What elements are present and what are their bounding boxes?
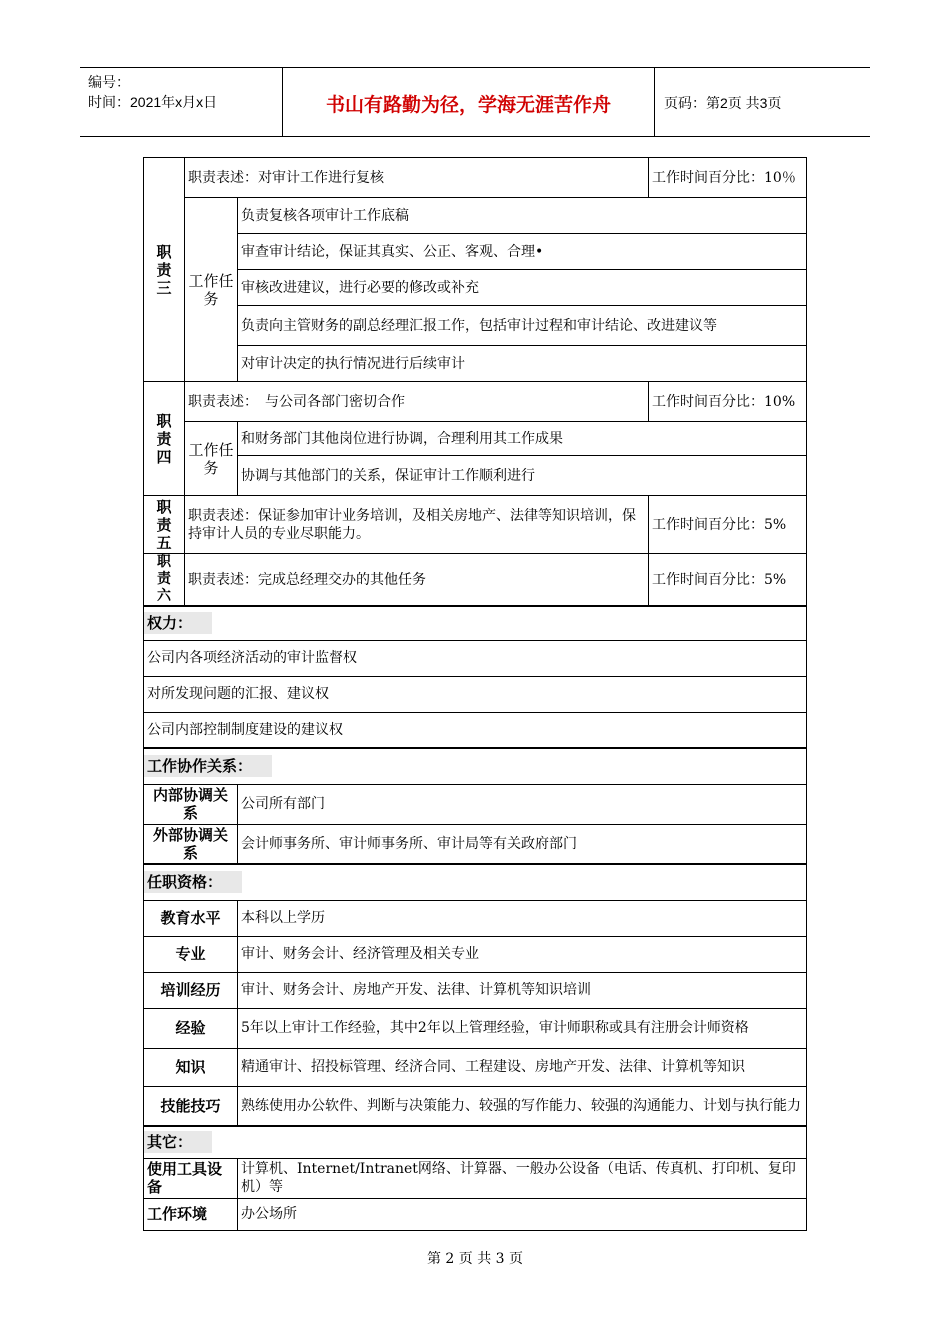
duty4-label: 职 责 四 xyxy=(144,382,185,496)
page-header xyxy=(80,67,870,137)
duty6-time-percent: 工作时间百分比：5% xyxy=(649,554,807,607)
authority-section-header xyxy=(144,606,807,640)
qualification-label: 经验 xyxy=(144,1008,238,1048)
authority-title: 权力： xyxy=(144,612,212,634)
other-section-header xyxy=(144,1126,807,1158)
environment-value: 办公场所 xyxy=(238,1198,807,1230)
qualification-value: 精通审计、招投标管理、经济合同、工程建设、房地产开发、法律、计算机等知识 xyxy=(238,1048,807,1086)
duty4-time-percent: 工作时间百分比：10% xyxy=(649,382,807,422)
duty4-task-label: 工作任务 xyxy=(185,422,238,496)
external-coordination-label: 外部协调关系 xyxy=(144,824,238,864)
qualification-value: 审计、财务会计、房地产开发、法律、计算机等知识培训 xyxy=(238,972,807,1008)
duty3-task-label: 工作任务 xyxy=(185,198,238,382)
cooperation-title: 工作协作关系： xyxy=(144,755,272,777)
duty6-label: 职 责 六 xyxy=(144,554,185,607)
qualification-value: 审计、财务会计、经济管理及相关专业 xyxy=(238,936,807,972)
duty6-description: 职责表述：完成总经理交办的其他任务 xyxy=(185,554,649,607)
authority-item: 公司内部控制制度建设的建议权 xyxy=(144,712,807,748)
qualification-section-header xyxy=(144,864,807,900)
authority-item: 公司内各项经济活动的审计监督权 xyxy=(144,640,807,676)
header-motto: 书山有路勤为径，学海无涯苦作舟 xyxy=(325,94,611,116)
qualification-value: 5年以上审计工作经验，其中2年以上管理经验，审计师职称或具有注册会计师资格 xyxy=(238,1008,807,1048)
internal-coordination-label: 内部协调关系 xyxy=(144,784,238,824)
duty5-label: 职 责 五 xyxy=(144,496,185,554)
duty5-time-percent: 工作时间百分比：5% xyxy=(649,496,807,554)
duty4-task-item: 协调与其他部门的关系，保证审计工作顺利进行 xyxy=(238,456,807,496)
external-coordination-value: 会计师事务所、审计师事务所、审计局等有关政府部门 xyxy=(238,824,807,864)
duty3-task-item: 负责复核各项审计工作底稿 xyxy=(238,198,807,234)
job-description-table xyxy=(143,157,807,1231)
qualification-label: 教育水平 xyxy=(144,900,238,936)
duty3-task-item: 负责向主管财务的副总经理汇报工作，包括审计过程和审计结论、改进建议等 xyxy=(238,306,807,346)
cooperation-section-header xyxy=(144,748,807,784)
qualification-label: 培训经历 xyxy=(144,972,238,1008)
qualification-label: 专业 xyxy=(144,936,238,972)
duty3-task-item: 审核改进建议，进行必要的修改或补充 xyxy=(238,270,807,306)
duty3-task-item: 对审计决定的执行情况进行后续审计 xyxy=(238,346,807,382)
internal-coordination-value: 公司所有部门 xyxy=(238,784,807,824)
duty5-description: 职责表述：保证参加审计业务培训，及相关房地产、法律等知识培训，保持审计人员的专业尽职能力。 xyxy=(185,496,649,554)
document-number-label: 编号： xyxy=(88,74,130,90)
duty3-label: 职 责 三 xyxy=(144,158,185,382)
qualification-value: 本科以上学历 xyxy=(238,900,807,936)
authority-item: 对所发现问题的汇报、建议权 xyxy=(144,676,807,712)
qualification-title: 任职资格： xyxy=(144,871,242,893)
qualification-label: 技能技巧 xyxy=(144,1086,238,1126)
header-page-info: 页码：第2页 共3页 xyxy=(664,95,782,111)
qualification-label: 知识 xyxy=(144,1048,238,1086)
duty4-task-item: 和财务部门其他岗位进行协调，合理利用其工作成果 xyxy=(238,422,807,456)
page-footer: 第 2 页 共 3 页 xyxy=(426,1251,524,1267)
duty3-task-item: 审查审计结论，保证其真实、公正、客观、合理• xyxy=(238,234,807,270)
qualification-value: 熟练使用办公软件、判断与决策能力、较强的写作能力、较强的沟通能力、计划与执行能力 xyxy=(238,1086,807,1126)
duty4-description: 职责表述： 与公司各部门密切合作 xyxy=(185,382,649,422)
environment-label: 工作环境 xyxy=(144,1198,238,1230)
duty3-time-percent: 工作时间百分比：10％ xyxy=(649,158,807,198)
tools-label: 使用工具设备 xyxy=(144,1158,238,1198)
duty3-description: 职责表述：对审计工作进行复核 xyxy=(185,158,649,198)
header-divider xyxy=(654,68,655,136)
tools-value: 计算机、Internet/Intranet网络、计算器、一般办公设备（电话、传真机、打印机、复印机）等 xyxy=(238,1158,807,1198)
other-title: 其它： xyxy=(144,1131,212,1153)
document-time-label: 时间：2021年x月x日 xyxy=(88,94,218,110)
header-meta xyxy=(88,72,280,112)
